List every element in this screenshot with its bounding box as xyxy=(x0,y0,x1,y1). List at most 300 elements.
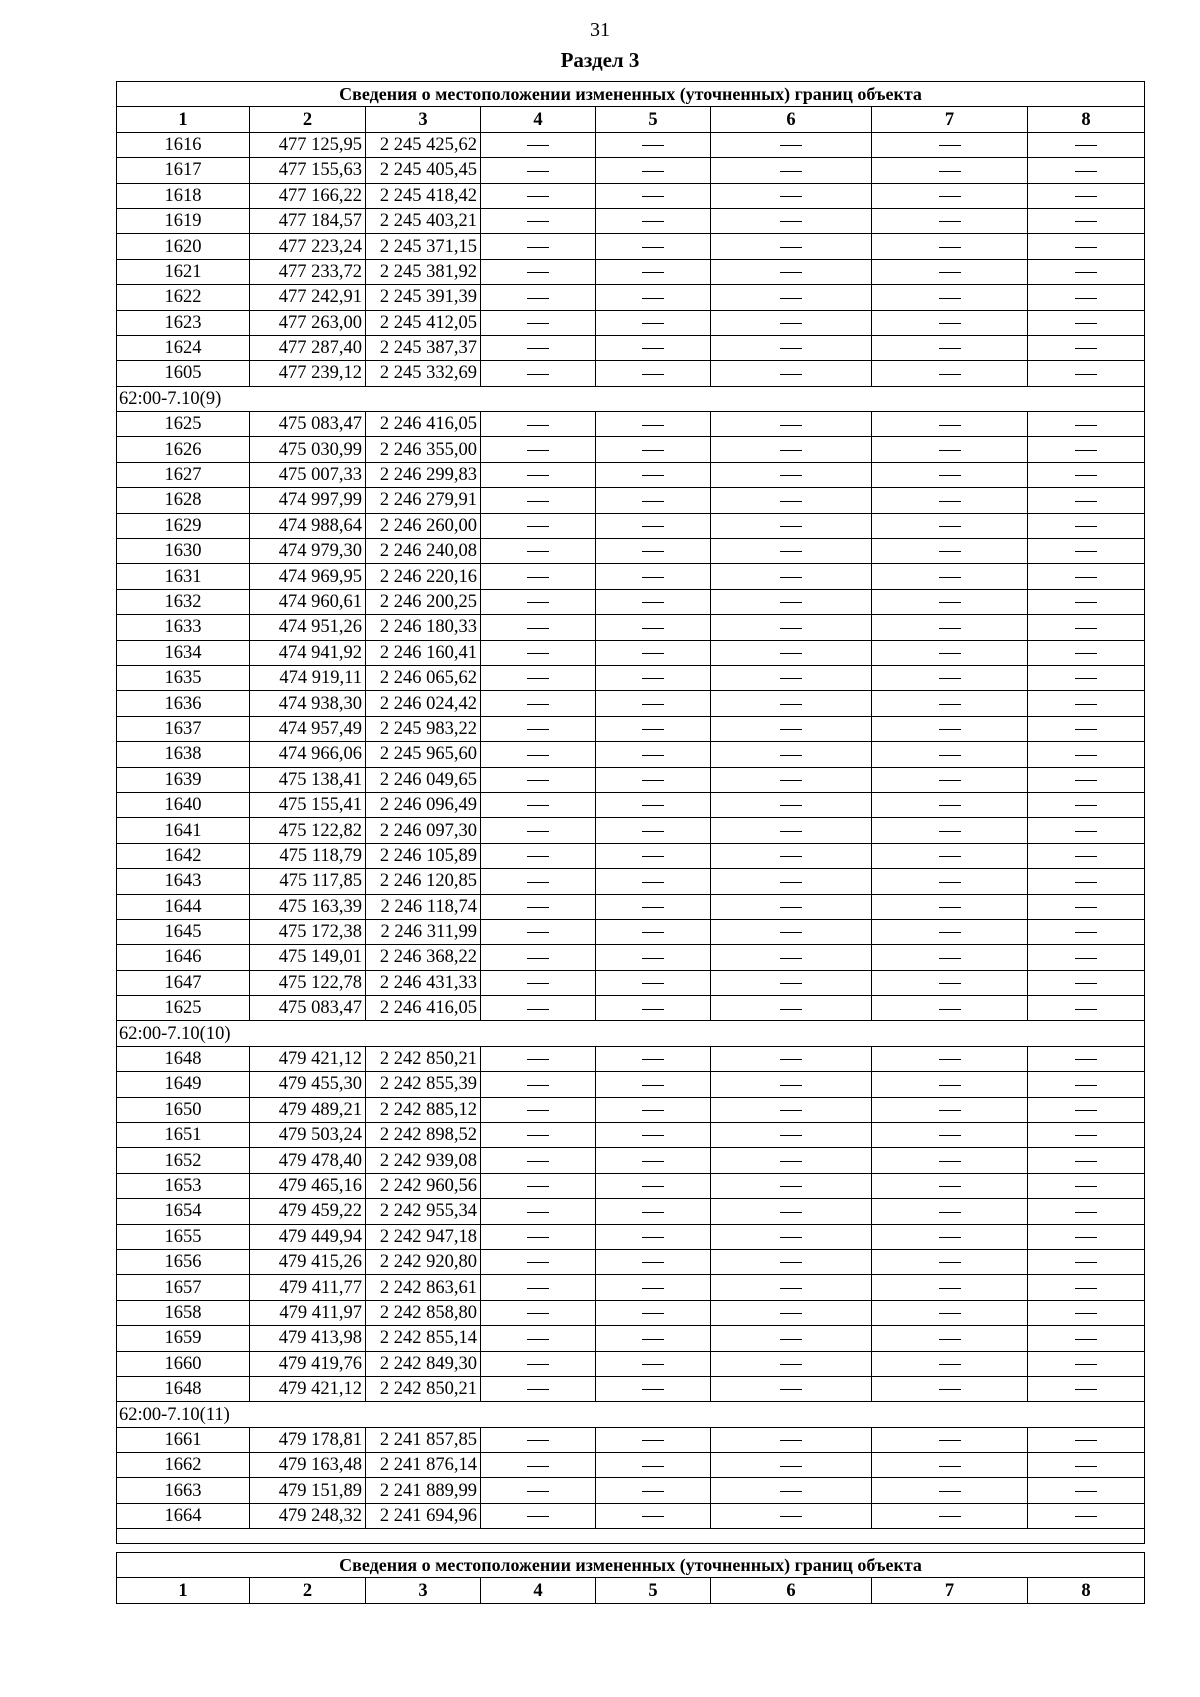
table-row xyxy=(117,1148,1145,1173)
dash-mark xyxy=(642,425,664,426)
dash-mark xyxy=(527,653,549,654)
y-coordinate-cell: 2 246 096,49 xyxy=(366,792,481,817)
dash-cell xyxy=(872,412,1028,437)
dash-cell xyxy=(596,869,711,894)
point-number-cell: 1633 xyxy=(117,615,250,640)
dash-mark xyxy=(939,1313,961,1314)
dash-mark xyxy=(527,450,549,451)
dash-mark xyxy=(642,1212,664,1213)
dash-cell xyxy=(481,1351,596,1376)
dash-cell xyxy=(481,665,596,690)
dash-cell xyxy=(872,894,1028,919)
dash-cell xyxy=(596,665,711,690)
point-number-cell: 1650 xyxy=(117,1097,250,1122)
dash-mark xyxy=(527,1491,549,1492)
dash-mark xyxy=(1075,526,1097,527)
section-title: Раздел 3 xyxy=(560,48,640,72)
dash-cell xyxy=(872,1148,1028,1173)
x-coordinate-cell: 474 957,49 xyxy=(250,716,366,741)
x-coordinate-cell: 479 459,22 xyxy=(250,1199,366,1224)
table-row xyxy=(117,412,1145,437)
x-coordinate-cell: 474 997,99 xyxy=(250,488,366,513)
dash-cell xyxy=(872,1173,1028,1198)
dash-mark xyxy=(1075,196,1097,197)
dash-cell xyxy=(1028,615,1145,640)
dash-cell xyxy=(711,208,872,233)
y-coordinate-cell: 2 242 850,21 xyxy=(366,1376,481,1401)
dash-mark xyxy=(527,1339,549,1340)
dash-mark xyxy=(527,145,549,146)
dash-cell xyxy=(596,1072,711,1097)
dash-mark xyxy=(642,907,664,908)
dash-cell xyxy=(872,158,1028,183)
dash-mark xyxy=(939,1059,961,1060)
dash-cell xyxy=(872,1046,1028,1071)
y-coordinate-cell: 2 242 939,08 xyxy=(366,1148,481,1173)
dash-mark xyxy=(527,171,549,172)
dash-mark xyxy=(939,348,961,349)
table-row xyxy=(117,234,1145,259)
point-number-cell: 1656 xyxy=(117,1249,250,1274)
x-coordinate-cell: 477 166,22 xyxy=(250,183,366,208)
dash-cell xyxy=(872,945,1028,970)
dash-cell xyxy=(1028,1123,1145,1148)
continuation-table-header xyxy=(116,1552,1145,1604)
column-number: 3 xyxy=(366,1578,481,1603)
dash-cell xyxy=(596,716,711,741)
dash-cell xyxy=(872,462,1028,487)
column-number: 1 xyxy=(117,1578,250,1603)
x-coordinate-cell: 474 966,06 xyxy=(250,742,366,767)
column-number: 6 xyxy=(711,107,872,132)
table-row xyxy=(117,335,1145,360)
dash-mark xyxy=(939,171,961,172)
point-number-cell: 1605 xyxy=(117,361,250,386)
dash-cell xyxy=(481,488,596,513)
x-coordinate-cell: 477 287,40 xyxy=(250,335,366,360)
dash-mark xyxy=(527,272,549,273)
dash-mark xyxy=(780,805,802,806)
table-row xyxy=(117,361,1145,386)
dash-mark xyxy=(642,1491,664,1492)
dash-cell xyxy=(711,412,872,437)
x-coordinate-cell: 474 969,95 xyxy=(250,564,366,589)
dash-cell xyxy=(1028,234,1145,259)
dash-cell xyxy=(711,234,872,259)
dash-cell xyxy=(481,259,596,284)
dash-mark xyxy=(780,1212,802,1213)
point-number-cell: 1645 xyxy=(117,919,250,944)
point-number-cell: 1623 xyxy=(117,310,250,335)
dash-mark xyxy=(527,1516,549,1517)
point-number-cell: 1634 xyxy=(117,640,250,665)
dash-cell xyxy=(872,1224,1028,1249)
dash-mark xyxy=(527,425,549,426)
dash-cell xyxy=(1028,691,1145,716)
dash-cell xyxy=(872,691,1028,716)
dash-cell xyxy=(481,691,596,716)
dash-cell xyxy=(1028,132,1145,157)
table-row xyxy=(117,945,1145,970)
dash-mark xyxy=(939,653,961,654)
dash-mark xyxy=(780,729,802,730)
table-row xyxy=(117,310,1145,335)
point-number-cell: 1636 xyxy=(117,691,250,716)
dash-mark xyxy=(527,1059,549,1060)
dash-cell xyxy=(481,996,596,1021)
dash-mark xyxy=(1075,704,1097,705)
x-coordinate-cell: 475 083,47 xyxy=(250,412,366,437)
point-number-cell: 1641 xyxy=(117,818,250,843)
dash-mark xyxy=(1075,729,1097,730)
y-coordinate-cell: 2 245 425,62 xyxy=(366,132,481,157)
table-row xyxy=(117,970,1145,995)
table-row xyxy=(117,869,1145,894)
parcel-group-label: 62:00-7.10(10) xyxy=(117,1021,1145,1046)
dash-cell xyxy=(481,1173,596,1198)
x-coordinate-cell: 475 149,01 xyxy=(250,945,366,970)
dash-mark xyxy=(780,678,802,679)
dash-mark xyxy=(780,983,802,984)
dash-cell xyxy=(1028,1427,1145,1452)
point-number-cell: 1663 xyxy=(117,1478,250,1503)
dash-mark xyxy=(1075,425,1097,426)
dash-mark xyxy=(1075,856,1097,857)
dash-mark xyxy=(780,1339,802,1340)
dash-cell xyxy=(596,1351,711,1376)
dash-mark xyxy=(1075,1009,1097,1010)
dash-cell xyxy=(481,234,596,259)
x-coordinate-cell: 474 988,64 xyxy=(250,513,366,538)
dash-mark xyxy=(642,729,664,730)
dash-mark xyxy=(939,907,961,908)
point-number-cell: 1635 xyxy=(117,665,250,690)
dash-mark xyxy=(939,501,961,502)
dash-mark xyxy=(939,247,961,248)
dash-mark xyxy=(1075,1262,1097,1263)
dash-mark xyxy=(527,475,549,476)
dash-mark xyxy=(642,450,664,451)
dash-mark xyxy=(780,1186,802,1187)
dash-mark xyxy=(527,907,549,908)
point-number-cell: 1639 xyxy=(117,767,250,792)
dash-cell xyxy=(711,767,872,792)
dash-mark xyxy=(642,526,664,527)
dash-cell xyxy=(872,132,1028,157)
boundary-coordinates-table xyxy=(116,81,1145,1544)
dash-mark xyxy=(780,1110,802,1111)
y-coordinate-cell: 2 245 405,45 xyxy=(366,158,481,183)
empty-cell xyxy=(117,1529,1145,1544)
dash-cell xyxy=(596,792,711,817)
dash-cell xyxy=(711,716,872,741)
dash-cell xyxy=(872,665,1028,690)
dash-cell xyxy=(1028,1351,1145,1376)
dash-cell xyxy=(1028,970,1145,995)
y-coordinate-cell: 2 241 876,14 xyxy=(366,1453,481,1478)
dash-cell xyxy=(1028,665,1145,690)
table-row xyxy=(117,843,1145,868)
dash-cell xyxy=(1028,1199,1145,1224)
dash-cell xyxy=(481,335,596,360)
dash-mark xyxy=(939,755,961,756)
table-row xyxy=(117,818,1145,843)
dash-mark xyxy=(642,1440,664,1441)
dash-mark xyxy=(527,298,549,299)
dash-cell xyxy=(872,1478,1028,1503)
dash-cell xyxy=(481,1478,596,1503)
dash-mark xyxy=(527,602,549,603)
dash-mark xyxy=(1075,1516,1097,1517)
dash-cell xyxy=(872,437,1028,462)
dash-cell xyxy=(596,208,711,233)
y-coordinate-cell: 2 241 694,96 xyxy=(366,1503,481,1528)
x-coordinate-cell: 474 941,92 xyxy=(250,640,366,665)
dash-cell xyxy=(1028,361,1145,386)
dash-mark xyxy=(1075,145,1097,146)
dash-mark xyxy=(642,602,664,603)
dash-cell xyxy=(481,1503,596,1528)
table-row xyxy=(117,1300,1145,1325)
dash-mark xyxy=(939,983,961,984)
dash-mark xyxy=(642,475,664,476)
point-number-cell: 1655 xyxy=(117,1224,250,1249)
dash-cell xyxy=(1028,437,1145,462)
dash-mark xyxy=(1075,1237,1097,1238)
dash-cell xyxy=(1028,818,1145,843)
x-coordinate-cell: 475 083,47 xyxy=(250,996,366,1021)
dash-mark xyxy=(527,323,549,324)
dash-cell xyxy=(711,132,872,157)
dash-cell xyxy=(481,462,596,487)
dash-mark xyxy=(642,374,664,375)
dash-cell xyxy=(872,310,1028,335)
point-number-cell: 1644 xyxy=(117,894,250,919)
dash-mark xyxy=(642,856,664,857)
y-coordinate-cell: 2 245 391,39 xyxy=(366,285,481,310)
point-number-cell: 1658 xyxy=(117,1300,250,1325)
point-number-cell: 1647 xyxy=(117,970,250,995)
point-number-cell: 1632 xyxy=(117,589,250,614)
dash-mark xyxy=(939,932,961,933)
dash-cell xyxy=(596,335,711,360)
dash-mark xyxy=(1075,475,1097,476)
dash-mark xyxy=(780,272,802,273)
dash-mark xyxy=(642,1161,664,1162)
dash-mark xyxy=(939,1186,961,1187)
dash-mark xyxy=(1075,1161,1097,1162)
dash-cell xyxy=(596,589,711,614)
y-coordinate-cell: 2 246 024,42 xyxy=(366,691,481,716)
dash-cell xyxy=(481,183,596,208)
dash-cell xyxy=(481,1097,596,1122)
point-number-cell: 1660 xyxy=(117,1351,250,1376)
dash-cell xyxy=(481,792,596,817)
point-number-cell: 1640 xyxy=(117,792,250,817)
dash-mark xyxy=(780,145,802,146)
dash-mark xyxy=(939,1491,961,1492)
dash-cell xyxy=(481,589,596,614)
column-number: 1 xyxy=(117,107,250,132)
dash-cell xyxy=(596,513,711,538)
dash-cell xyxy=(872,234,1028,259)
column-number: 8 xyxy=(1028,107,1145,132)
dash-mark xyxy=(527,1313,549,1314)
x-coordinate-cell: 477 184,57 xyxy=(250,208,366,233)
dash-mark xyxy=(527,501,549,502)
dash-cell xyxy=(711,792,872,817)
dash-cell xyxy=(872,615,1028,640)
table-row xyxy=(117,564,1145,589)
dash-mark xyxy=(527,374,549,375)
dash-cell xyxy=(481,285,596,310)
table-row xyxy=(117,1072,1145,1097)
y-coordinate-cell: 2 246 240,08 xyxy=(366,539,481,564)
dash-cell xyxy=(1028,792,1145,817)
dash-mark xyxy=(642,298,664,299)
dash-mark xyxy=(939,1135,961,1136)
x-coordinate-cell: 477 233,72 xyxy=(250,259,366,284)
point-number-cell: 1617 xyxy=(117,158,250,183)
x-coordinate-cell: 479 421,12 xyxy=(250,1376,366,1401)
dash-cell xyxy=(872,1326,1028,1351)
dash-mark xyxy=(1075,323,1097,324)
dash-cell xyxy=(481,843,596,868)
table-body xyxy=(117,132,1145,1543)
dash-cell xyxy=(481,1046,596,1071)
dash-mark xyxy=(939,323,961,324)
dash-cell xyxy=(711,919,872,944)
dash-mark xyxy=(527,551,549,552)
dash-mark xyxy=(780,780,802,781)
dash-mark xyxy=(780,577,802,578)
dash-cell xyxy=(596,1173,711,1198)
dash-mark xyxy=(939,704,961,705)
dash-mark xyxy=(1075,958,1097,959)
dash-cell xyxy=(596,132,711,157)
point-number-cell: 1624 xyxy=(117,335,250,360)
dash-cell xyxy=(872,1123,1028,1148)
dash-mark xyxy=(642,780,664,781)
x-coordinate-cell: 479 151,89 xyxy=(250,1478,366,1503)
dash-cell xyxy=(711,1148,872,1173)
dash-mark xyxy=(1075,1085,1097,1086)
dash-cell xyxy=(711,158,872,183)
dash-mark xyxy=(780,1009,802,1010)
dash-mark xyxy=(527,805,549,806)
table-row xyxy=(117,513,1145,538)
dash-mark xyxy=(527,856,549,857)
table-row xyxy=(117,1123,1145,1148)
x-coordinate-cell: 475 118,79 xyxy=(250,843,366,868)
dash-cell xyxy=(481,615,596,640)
dash-cell xyxy=(596,1326,711,1351)
dash-cell xyxy=(872,640,1028,665)
dash-cell xyxy=(872,792,1028,817)
column-number: 4 xyxy=(481,1578,596,1603)
dash-cell xyxy=(872,1300,1028,1325)
point-number-cell: 1648 xyxy=(117,1046,250,1071)
table-row xyxy=(117,1453,1145,1478)
dash-cell xyxy=(1028,462,1145,487)
table-row xyxy=(117,1351,1145,1376)
table-row xyxy=(117,716,1145,741)
dash-cell xyxy=(711,691,872,716)
dash-mark xyxy=(642,1009,664,1010)
dash-cell xyxy=(711,1300,872,1325)
dash-mark xyxy=(939,196,961,197)
dash-mark xyxy=(1075,374,1097,375)
table-row xyxy=(117,1326,1145,1351)
dash-mark xyxy=(642,1085,664,1086)
x-coordinate-cell: 479 178,81 xyxy=(250,1427,366,1452)
dash-cell xyxy=(872,716,1028,741)
dash-cell xyxy=(481,564,596,589)
dash-cell xyxy=(711,589,872,614)
y-coordinate-cell: 2 246 120,85 xyxy=(366,869,481,894)
table-row xyxy=(117,1046,1145,1071)
dash-mark xyxy=(780,1440,802,1441)
dash-cell xyxy=(1028,310,1145,335)
dash-mark xyxy=(642,196,664,197)
dash-mark xyxy=(642,1389,664,1390)
point-number-cell: 1646 xyxy=(117,945,250,970)
dash-cell xyxy=(596,361,711,386)
dash-mark xyxy=(1075,755,1097,756)
dash-mark xyxy=(527,247,549,248)
dash-cell xyxy=(481,437,596,462)
column-number: 7 xyxy=(872,107,1028,132)
dash-mark xyxy=(1075,780,1097,781)
y-coordinate-cell: 2 246 368,22 xyxy=(366,945,481,970)
dash-cell xyxy=(481,742,596,767)
dash-mark xyxy=(939,1237,961,1238)
table-row xyxy=(117,259,1145,284)
y-coordinate-cell: 2 245 965,60 xyxy=(366,742,481,767)
dash-mark xyxy=(527,1161,549,1162)
dash-cell xyxy=(872,208,1028,233)
dash-mark xyxy=(780,323,802,324)
y-coordinate-cell: 2 242 960,56 xyxy=(366,1173,481,1198)
dash-mark xyxy=(939,1389,961,1390)
dash-cell xyxy=(872,1097,1028,1122)
dash-cell xyxy=(1028,488,1145,513)
point-number-cell: 1648 xyxy=(117,1376,250,1401)
dash-cell xyxy=(1028,869,1145,894)
y-coordinate-cell: 2 246 416,05 xyxy=(366,996,481,1021)
dash-mark xyxy=(780,1313,802,1314)
dash-mark xyxy=(1075,653,1097,654)
dash-mark xyxy=(642,958,664,959)
table-row xyxy=(117,615,1145,640)
dash-cell xyxy=(596,1478,711,1503)
dash-mark xyxy=(1075,348,1097,349)
column-number: 2 xyxy=(250,1578,366,1603)
x-coordinate-cell: 479 411,77 xyxy=(250,1275,366,1300)
dash-cell xyxy=(1028,1478,1145,1503)
dash-cell xyxy=(1028,640,1145,665)
column-number: 3 xyxy=(366,107,481,132)
dash-mark xyxy=(527,704,549,705)
y-coordinate-cell: 2 245 983,22 xyxy=(366,716,481,741)
dash-cell xyxy=(596,1275,711,1300)
dash-mark xyxy=(780,450,802,451)
column-number: 2 xyxy=(250,107,366,132)
dash-cell xyxy=(1028,1249,1145,1274)
dash-mark xyxy=(527,577,549,578)
point-number-cell: 1661 xyxy=(117,1427,250,1452)
table-row xyxy=(117,919,1145,944)
